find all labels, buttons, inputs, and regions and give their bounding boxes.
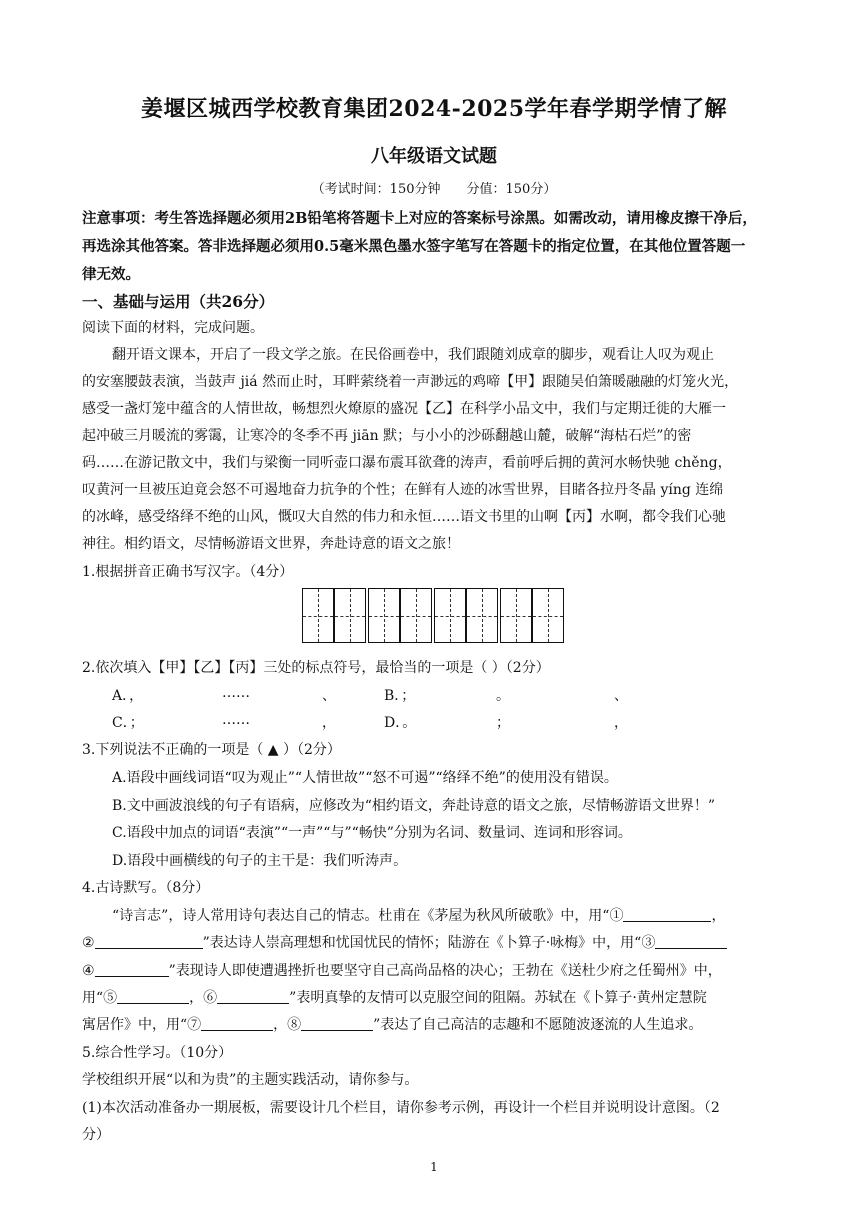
answer-blank[interactable] [301,1016,373,1031]
writing-cell[interactable] [434,588,466,643]
q3-option-a[interactable]: A.语段中画线词语“叹为观止”“人情世故”“怒不可遏”“络绎不绝”的使用没有错误。 [112,770,618,786]
passage-line: 感受一盏灯笼中蕴含的人情世故，畅想烈火燎原的盛况【乙】在科学小品文中，我们与定期迁徙的大雁一 [82,401,726,417]
answer-blank[interactable] [95,934,203,949]
q2-option-a[interactable]: A．， [112,688,144,704]
passage-line: 起冲破三月暖流的雾霭，让寒冷的冬季不再 jiān 默；与小小的沙砾翻越山麓，破解“海枯石烂”的密 [82,428,692,444]
exam-info [0,178,868,197]
answer-blank[interactable] [655,934,727,949]
q2-option-a-part: 、 [322,688,336,704]
q2-option-b[interactable]: B．； [384,688,416,704]
q2-option-c-part: ， [322,715,336,731]
q2-option-b-part: 。 [496,688,510,704]
exam-subtitle: 八年级语文试题 [371,146,497,167]
exam-score: 分值：150分） [466,182,557,197]
q4-line-1: “诗言志”，诗人常用诗句表达自己的情志。杜甫在《茅屋为秋风所破歌》中，用“① ， [112,908,726,924]
q5-sub-1-cont: 分） [82,1127,110,1143]
q4-line-5: 寓居作》中，用“⑦ ，⑧ ”表达了自己高洁的志趣和不愿随波逐流的人生追求。 [82,1017,703,1033]
q2-option-d[interactable]: D．。 [384,715,417,731]
question-4: 4.古诗默写。（8分） [82,880,210,896]
answer-blank[interactable] [117,989,189,1004]
passage-line: 的安塞腰鼓表演，当鼓声 jiá 然而止时，耳畔萦绕着一声渺远的鸡啼【甲】跟随吴伯箫暖融融的灯笼火光， [82,374,739,390]
reading-instruction: 阅读下面的材料，完成问题。 [82,320,264,336]
exam-title: 姜堰区城西学校教育集团2024-2025学年春学期学情了解 [140,96,728,122]
answer-blank[interactable] [95,962,169,977]
passage-line: 的冰峰，感受络绎不绝的山风，慨叹大自然的伟力和永恒……语文书里的山啊【丙】水啊，都令我们心驰 [82,509,726,525]
notice-line-1: 注意事项：考生答选择题必须用2B铅笔将答题卡上对应的答案标号涂黑。如需改动，请用橡皮擦干净后， [82,210,757,227]
q3-option-d[interactable]: D.语段中画横线的句子的主干是：我们听涛声。 [112,853,408,869]
notice-line-3: 律无效。 [82,266,140,283]
writing-cell[interactable] [400,588,432,643]
q2-option-a-part: …… [222,685,250,701]
answer-blank[interactable] [217,989,289,1004]
q2-option-d-part: ； [496,715,510,731]
exam-time: （考试时间：150分钟 [311,182,441,197]
q3-option-c[interactable]: C.语段中加点的词语“表演”“一声”“与”“畅快”分别为名词、数量词、连词和形容词。 [112,825,632,841]
answer-blank[interactable] [201,1016,273,1031]
writing-cell[interactable] [334,588,366,643]
question-5: 5.综合性学习。（10分） [82,1045,233,1061]
section-heading: 一、基础与运用（共26分） [82,292,275,311]
q4-line-4: 用“⑤ ，⑥ ”表明真挚的友情可以克服空间的阻隔。苏轼在《卜算子·黄州定慧院 [82,990,707,1006]
q4-line-3: ④ ”表现诗人即使遭遇挫折也要坚守自己高尚品格的决心；王勃在《送杜少府之任蜀州》中， [82,963,722,979]
question-3: 3.下列说法不正确的一项是（ ▲ ）（2分） [82,742,341,758]
writing-cell[interactable] [466,588,498,643]
passage-line: 神往。相约语文，尽情畅游语文世界，奔赴诗意的语文之旅！ [82,536,460,552]
passage-line: 翻开语文课本，开启了一段文学之旅。在民俗画卷中，我们跟随刘成章的脚步，观看让人叹为观止 [112,347,714,363]
q5-sub-1: (1)本次活动准备办一期展板，需要设计几个栏目，请你参考示例，再设计一个栏目并说明设计意图。（2 [82,1100,720,1116]
q5-intro: 学校组织开展“以和为贵”的主题实践活动，请你参与。 [82,1072,419,1088]
writing-cell[interactable] [500,588,532,643]
notice-line-2: 再选涂其他答案。答非选择题必须用0.5毫米黑色墨水签字笔写在答题卡的指定位置，在其他位置答题一 [82,238,746,255]
q4-line-2: ② ”表达诗人崇高理想和忧国忧民的情怀；陆游在《卜算子·咏梅》中，用“③ [82,932,792,952]
question-2: 2.依次填入【甲】【乙】【丙】三处的标点符号，最恰当的一项是（ ）（2分） [82,660,550,676]
page-number: 1 [430,1160,438,1174]
question-1: 1.根据拼音正确书写汉字。（4分） [82,564,294,580]
writing-cell[interactable] [368,588,400,643]
passage-line: 码……在游记散文中，我们与梁衡一同听壶口瀑布震耳欲聋的涛声，看前呼后拥的黄河水畅快驰 chěng， [82,455,732,471]
q2-option-c-part: …… [222,712,250,728]
answer-blank[interactable] [623,907,711,922]
q2-option-c[interactable]: C．； [112,715,144,731]
q3-option-b[interactable]: B.文中画波浪线的句子有语病，应修改为“相约语文，奔赴诗意的语文之旅，尽情畅游语文世界！” [112,798,716,814]
q2-option-d-part: ， [614,715,628,731]
writing-cell[interactable] [532,588,564,643]
q2-option-b-part: 、 [614,688,628,704]
passage-line: 叹黄河一旦被压迫竟会怒不可遏地奋力抗争的个性；在鲜有人迹的冰雪世界，目睹各拉丹冬晶 yíng 连绵 [82,482,724,498]
writing-cell[interactable] [302,588,334,643]
